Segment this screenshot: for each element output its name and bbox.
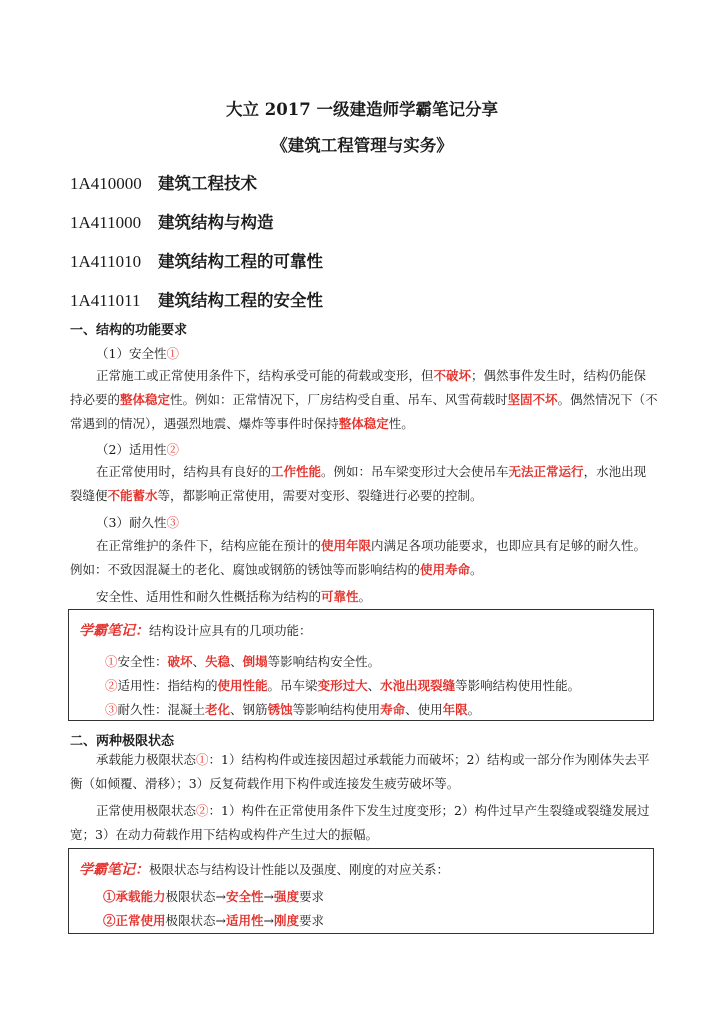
durability-label-text: （3）耐久性 <box>96 515 167 530</box>
safety-paragraph: 正常施工或正常使用条件下，结构承受可能的荷载或变形，但不破坏；偶然事件发生时，结构仍能保 持必要的整体稳定性。例如：正常情况下，厂房结构受自重、吊车、风雪荷载时坚固不坏。偶然情况下（不 常遇到的情况），遇强烈地震、爆炸等事件时保持整体稳定性。 <box>70 368 658 431</box>
ultimate-limit-state-paragraph: 承载能力极限状态①：1）结构构件或连接因超过承载能力而破坏；2）结构或一部分作为刚体失去平 衡（如倾覆、滑移）；3）反复荷载作用下构件或连接发生疲劳破坏等。 <box>70 752 650 791</box>
heading-1a411000 <box>70 209 274 233</box>
page-subtitle: 《建筑工程管理与实务》 <box>271 136 453 155</box>
note-intro: 学霸笔记：极限状态与结构设计性能以及强度、刚度的对应关系： <box>79 862 450 878</box>
heading-1a410000 <box>70 170 257 194</box>
durability-label <box>96 513 179 531</box>
heading-text: 建筑结构工程的可靠性 <box>158 252 323 271</box>
study-note-badge: 学霸笔记： <box>79 623 149 639</box>
applicability-label-text: （2）适用性 <box>96 442 167 457</box>
page-title: 大立 2017 一级建造师学霸笔记分享 <box>226 100 498 119</box>
applicability-label <box>96 440 179 458</box>
section-title-limit-states: 二、两种极限状态 <box>70 734 175 749</box>
safety-label-text: （1）安全性 <box>96 346 167 361</box>
applicability-num: ② <box>166 442 179 457</box>
note-item-safety: ①安全性：破坏、失稳、倒塌等影响结构安全性。 <box>105 654 381 669</box>
study-note-badge: 学霸笔记： <box>79 862 149 878</box>
durability-num: ③ <box>166 515 179 530</box>
safety-label <box>96 344 179 362</box>
note-item-applicability: ②适用性：指结构的使用性能。吊车梁变形过大、水池出现裂缝等影响结构使用性能。 <box>105 678 581 693</box>
heading-text: 建筑结构工程的安全性 <box>158 291 323 310</box>
reliability-summary: 安全性、适用性和耐久性概括称为结构的可靠性。 <box>96 589 372 604</box>
heading-1a411011 <box>70 287 323 311</box>
durability-paragraph: 在正常维护的条件下，结构应能在预计的使用年限内满足各项功能要求，也即应具有足够的耐久性。 例如：不致因混凝土的老化、腐蚀或钢筋的锈蚀等而影响结构的使用寿命。 <box>70 538 647 577</box>
heading-code: 1A411011 <box>70 291 141 310</box>
heading-text: 建筑工程技术 <box>158 174 257 193</box>
safety-num: ① <box>166 346 179 361</box>
study-note-box-functions <box>68 609 654 721</box>
serviceability-limit-state-paragraph: 正常使用极限状态②：1）构件在正常使用条件下发生过度变形；2）构件过早产生裂缝或裂缝发展过 宽；3）在动力荷载作用下结构或构件产生过大的振幅。 <box>70 803 650 842</box>
note-item-durability: ③耐久性：混凝土老化、钢筋锈蚀等影响结构使用寿命、使用年限。 <box>105 702 481 717</box>
heading-code: 1A411010 <box>70 252 142 271</box>
note-relation-ultimate: ①承载能力极限状态→安全性→强度要求 <box>103 889 325 904</box>
note-relation-serviceability: ②正常使用极限状态→适用性→刚度要求 <box>103 913 325 928</box>
section-title-function: 一、结构的功能要求 <box>70 323 188 338</box>
applicability-paragraph: 在正常使用时，结构具有良好的工作性能。例如：吊车梁变形过大会使吊车无法正常运行，水池出现 裂缝便不能蓄水等，都影响正常使用，需要对变形、裂缝进行必要的控制。 <box>70 464 647 503</box>
heading-code: 1A410000 <box>70 174 142 193</box>
note-intro: 学霸笔记：结构设计应具有的几项功能： <box>79 623 312 639</box>
heading-text: 建筑结构与构造 <box>158 213 274 232</box>
heading-1a411010 <box>70 248 323 272</box>
heading-code: 1A411000 <box>70 213 142 232</box>
study-note-box-limit-states <box>68 848 654 934</box>
